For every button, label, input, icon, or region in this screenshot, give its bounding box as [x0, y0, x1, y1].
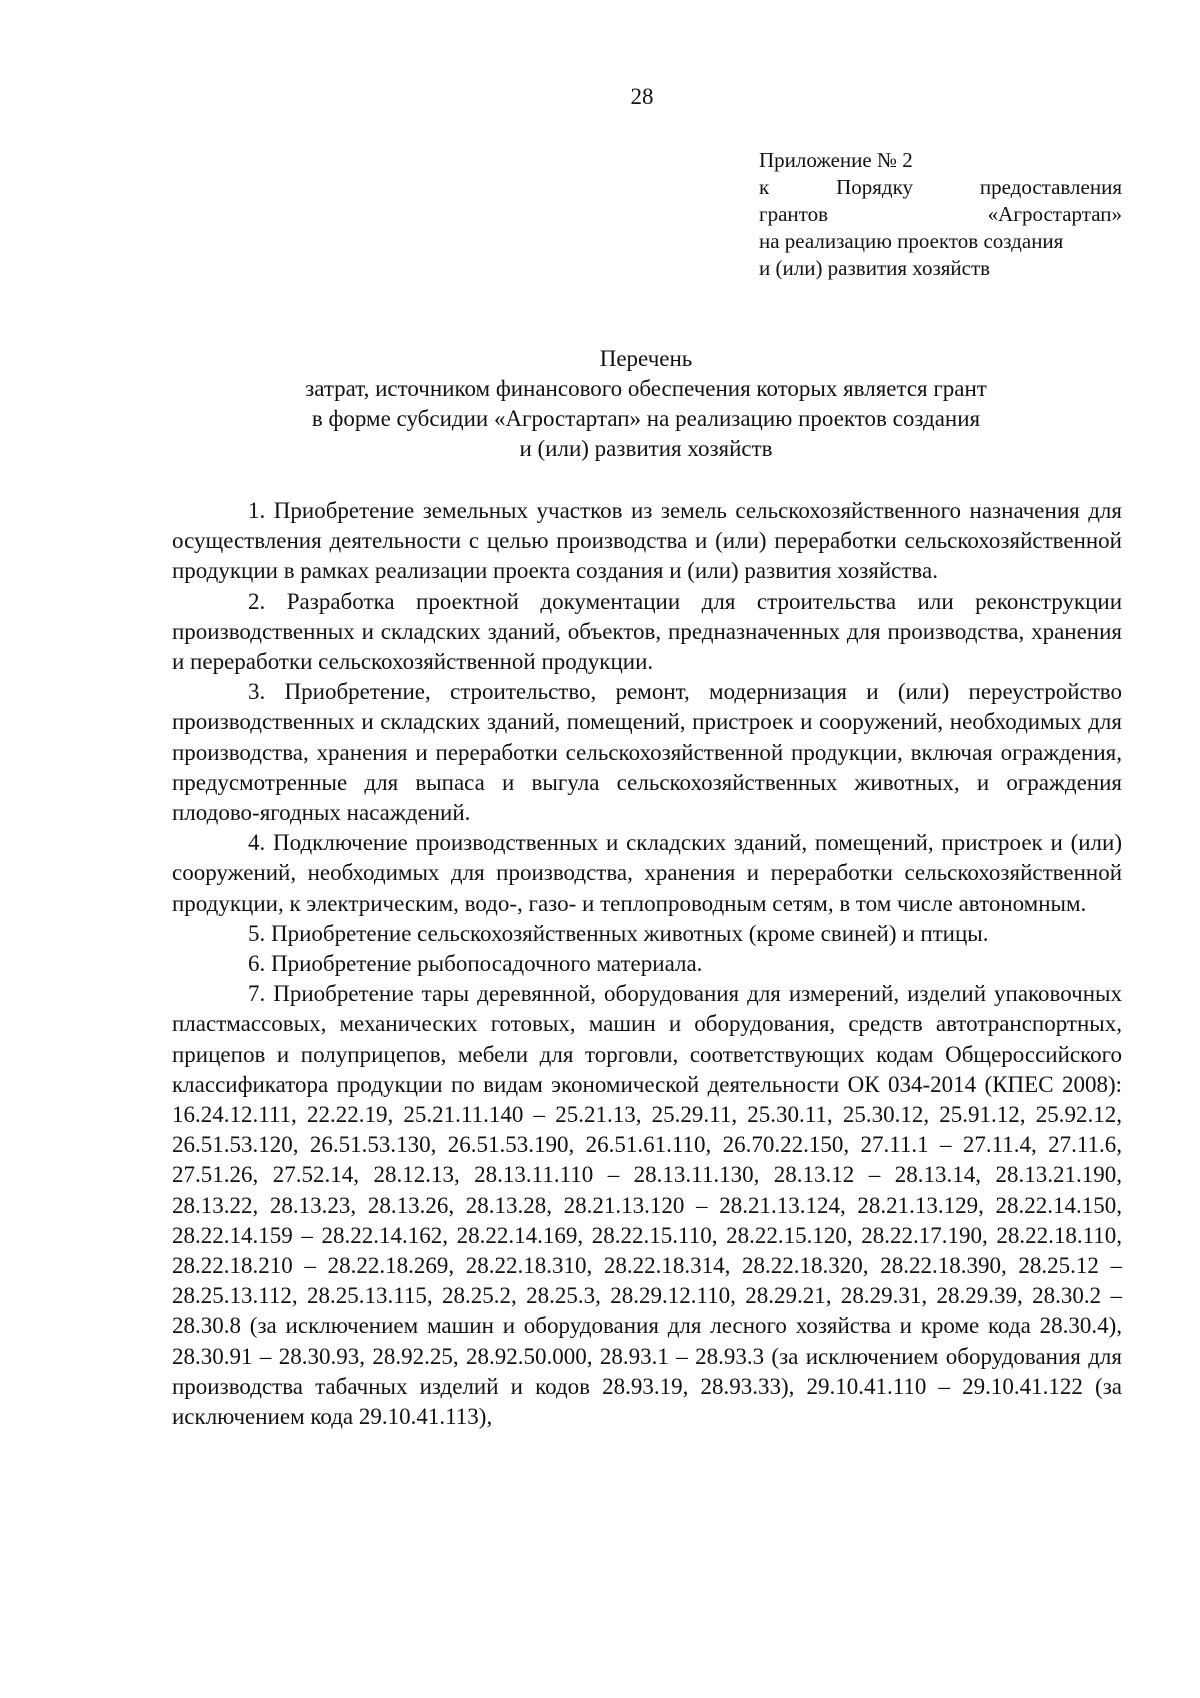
- appendix-line-3: грантов «Агростартап»: [759, 202, 1122, 226]
- appendix-line-2: к Порядку предоставления: [759, 175, 1122, 199]
- title-heading: Перечень: [599, 346, 693, 371]
- title-line-2: в форме субсидии «Агростартап» на реализацию проектов создания: [311, 406, 981, 431]
- list-item-3: 3. Приобретение, строительство, ремонт, модернизация и (или) переустройство производственных и складских зданий, помещений, пристроек и сооружений, необходимых для производства, хранения и переработки сельскохозяйственной продукции, включая ограждения, предусмотренные для выпаса и выгула сельскохозяйственных животных, и ограждения плодово-ягодных насаждений.: [172, 679, 1122, 826]
- list-item-6: 6. Приобретение рыбопосадочного материала.: [248, 951, 703, 977]
- list-item-5: 5. Приобретение сельскохозяйственных животных (кроме свиней) и птицы.: [248, 920, 989, 946]
- title-line-1: затрат, источником финансового обеспечения которых является грант: [305, 376, 987, 401]
- document-title: [170, 344, 1122, 464]
- list-item-1: 1. Приобретение земельных участков из земель сельскохозяйственного назначения для осуществления деятельности с целью производства и (или) переработки сельскохозяйственной продукции в рамках реализации проекта создания и (или) развития хозяйства.: [172, 498, 1122, 584]
- cost-list: [172, 496, 1122, 1432]
- list-item-2: 2. Разработка проектной документации для строительства или реконструкции производственных и складских зданий, объектов, предназначенных для производства, хранения и переработки сельскохозяйственной продукции.: [172, 588, 1122, 675]
- appendix-line-5: и (или) развития хозяйств: [759, 256, 991, 280]
- page-number: 28: [630, 84, 654, 109]
- appendix-line-4: на реализацию проектов создания: [759, 229, 1064, 253]
- title-line-3: и (или) развития хозяйств: [519, 436, 773, 461]
- appendix-line-1: Приложение № 2: [759, 148, 913, 172]
- appendix-header: [759, 147, 1122, 282]
- list-item-4: 4. Подключение производственных и складских зданий, помещений, пристроек и (или) сооружений, необходимых для производства, хранения и переработки сельскохозяйственной продукции, к электрическим, водо-, газо- и теплопроводным сетям, в том числе автономным.: [172, 830, 1122, 916]
- list-item-7: 7. Приобретение тары деревянной, оборудования для измерений, изделий упаковочных пластмассовых, механических готовых, машин и оборудования, средств автотранспортных, прицепов и полуприцепов, мебели для торговли, соответствующих кодам Общероссийского классификатора продукции по видам экономической деятельности ОК 034-2014 (КПЕС 2008): 16.24.12.111, 22.22.19, 25.21.11.140 – 25.21.13, 25.29.11, 25.30.11, 25.30.12, 25.91.12, 25.92.12, 26.51.53.120, 26.51.53.130, 26.51.53.190, 26.51.61.110, 26.70.22.150, 27.11.1 – 27.11.4, 27.11.6, 27.51.26, 27.52.14, 28.12.13, 28.13.11.110 – 28.13.11.130, 28.13.12 – 28.13.14, 28.13.21.190, 28.13.22, 28.13.23, 28.13.26, 28.13.28, 28.21.13.120 – 28.21.13.124, 28.21.13.129, 28.22.14.150, 28.22.14.159 – 28.22.14.162, 28.22.14.169, 28.22.15.110, 28.22.15.120, 28.22.17.190, 28.22.18.110, 28.22.18.210 – 28.22.18.269, 28.22.18.310, 28.22.18.314, 28.22.18.320, 28.22.18.390, 28.25.12 – 28.25.13.112, 28.25.13.115, 28.25.2, 28.25.3, 28.29.12.110, 28.29.21, 28.29.31, 28.29.39, 28.30.2 – 28.30.8 (за исключением машин и оборудования для лесного хозяйства и кроме кода 28.30.4), 28.30.91 – 28.30.93, 28.92.25, 28.92.50.000, 28.93.1 – 28.93.3 (за исключением оборудования для производства табачных изделий и кодов 28.93.19, 28.93.33), 29.10.41.110 – 29.10.41.122 (за исключением кода 29.10.41.113),: [172, 981, 1122, 1430]
